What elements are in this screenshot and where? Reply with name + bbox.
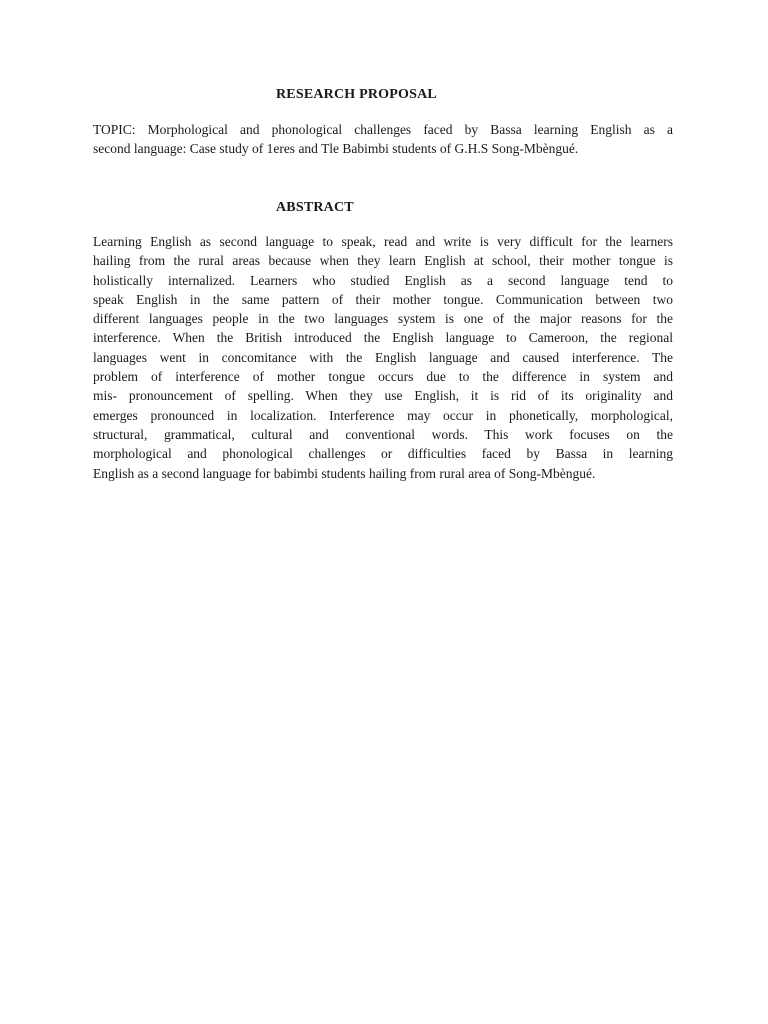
- topic-line: TOPIC: Morphological and phonological challenges faced by Bassa learning English as a: [93, 122, 673, 137]
- abstract-line: structural, grammatical, cultural and conventional words. This work focuses on the: [93, 426, 673, 442]
- abstract-line: hailing from the rural areas because when they learn English at school, their mother tongue is: [93, 253, 673, 269]
- document-title: RESEARCH PROPOSAL: [276, 87, 437, 102]
- abstract-line: morphological and phonological challenges or difficulties faced by Bassa in learning: [93, 446, 673, 462]
- abstract-line: problem of interference of mother tongue occurs due to the difference in system and: [93, 369, 673, 385]
- abstract-line: languages went in concomitance with the English language and caused interference. The: [93, 349, 673, 365]
- abstract-line: interference. When the British introduced the English language to Cameroon, the regional: [93, 330, 673, 346]
- abstract-line: holistically internalized. Learners who studied English as a second language tend to: [93, 272, 673, 288]
- abstract-paragraph: [93, 232, 673, 483]
- abstract-line: speak English in the same pattern of their mother tongue. Communication between two: [93, 291, 673, 307]
- topic-line: second language: Case study of 1eres and Tle Babimbi students of G.H.S Song-Mbèngué.: [93, 141, 579, 157]
- abstract-line: English as a second language for babimbi students hailing from rural area of Song-Mbèngué.: [93, 465, 596, 481]
- abstract-line: mis- pronouncement of spelling. When they use English, it is rid of its originality and: [93, 388, 673, 404]
- abstract-heading: ABSTRACT: [276, 200, 354, 215]
- abstract-line: different languages people in the two languages system is one of the major reasons for the: [93, 311, 673, 327]
- abstract-line: Learning English as second language to speak, read and write is very difficult for the learners: [93, 234, 673, 249]
- topic-paragraph: [93, 120, 673, 159]
- abstract-line: emerges pronounced in localization. Interference may occur in phonetically, morphological,: [93, 407, 673, 423]
